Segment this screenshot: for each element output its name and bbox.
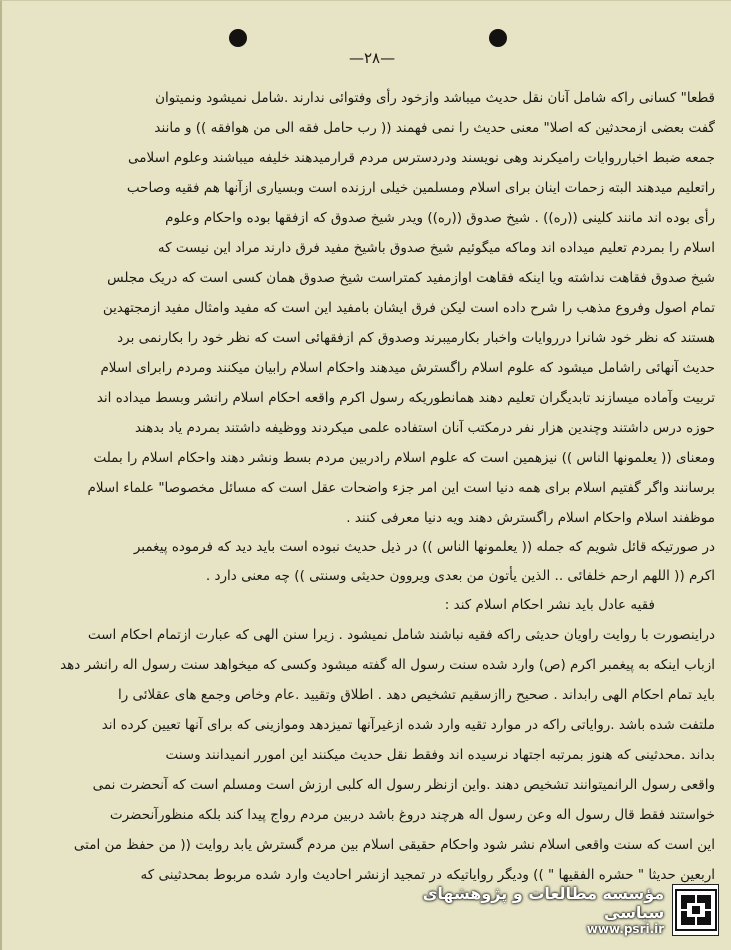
- institute-watermark: [389, 878, 719, 942]
- text-line: حوزه درس داشتند وچندین هزار نفر درمکتب آنان استفاده علمی میکردند ووظیفه داشتند بمردم یاد بدهند: [134, 420, 715, 436]
- institute-logo-icon: [672, 884, 719, 936]
- text-line: اکرم (( اللهم ارحم خلفائی .. الذین یأتون من بعدی ویروون حدیثی وسنتی )) چه معنی دارد .: [205, 568, 715, 584]
- paragraph-4: [40, 620, 715, 890]
- text-line: حدیث آنهائی راشامل میشود که علوم اسلام راگسترش میدهند واحکام اسلام رابیان میکنند ومردم رابرای اسلام: [100, 360, 715, 376]
- institute-name: مؤسسه مطالعات و پژوهشهای سیاسی: [422, 884, 665, 922]
- text-line: واقعی رسول الرانمیتوانند تشخیص دهند .واین ازنظر رسول اله کلبی ارزش است ومسلم است که آنحضرت نمی: [92, 777, 715, 793]
- text-line: این است که سنت واقعی اسلام نشر شود واحکام حقیقی اسلام بین مردم گسترش یابد روایت (( من حفظ من امتی: [73, 837, 715, 853]
- text-line: دراینصورت با روایت راویان حدیثی راکه فقیه نباشند شامل نمیشود . زیرا سنن الهی که عبارت ازتمام احکام است: [87, 627, 715, 643]
- paragraph-1: [40, 83, 715, 533]
- text-line: رأی بوده اند مانند کلینی ((ره)) . شیخ صدوق ((ره)) ویدر شیخ صدوق که ازفقها بوده واحکام وعلوم: [165, 210, 715, 226]
- watermark-text: [389, 884, 664, 936]
- binder-hole-right: [489, 29, 507, 47]
- body-text: [40, 83, 715, 890]
- text-line: هستند که نظر خود شانرا درروایات واخبار بکارمیبرند وصدوق کم ازفقهائی است که نظر خود را بکارنمی برد: [117, 330, 715, 346]
- text-line: تربیت وآماده میسازند تابدیگران تعلیم دهند همانطوریکه رسول اکرم واقعه احکام اسلام رانشر وبسط میداده اند: [96, 390, 715, 406]
- text-line: باید تمام احکام الهی رابداند . صحیح راازسقیم تشخیص دهد . اطلاق وتقیید .عام وخاص وجمع های عقلائی را: [117, 687, 715, 703]
- text-line: خواستند فقط قال رسول اله وعن رسول اله هرچند دروغ باشد دربین مردم رواج پیدا کند بلکه منظورآنحضرت: [109, 807, 715, 823]
- text-line: اربعین حدیثا " حشره الفقیها " )) ودیگر روایاتیکه در تمجید ازنشر احادیث وارد شده مربوط بمحدثینی که: [140, 867, 715, 883]
- section-heading: فقیه عادل باید نشر احکام اسلام کند :: [444, 597, 655, 613]
- text-line: ومعنای (( یعلمونها الناس )) نیزهمین است که علوم اسلام رادربین مردم بسط ونشر دهند واحکام اسلام را بملت: [93, 450, 715, 466]
- paragraph-2: [40, 533, 715, 591]
- page-number: —٢٨—: [348, 49, 396, 67]
- binder-hole-left: [229, 29, 247, 47]
- text-line: تمام اصول وفروع مذهب را شرح داده است لیکن فرق ایشان بامفید این است که مفید وامثال مفید ازمجتهدین: [102, 300, 715, 316]
- text-line: بداند .محدثینی که هنوز بمرتبه اجتهاد نرسیده اند وفقط نقل حدیث میکنند این امورر انمیدانند وسنت: [165, 747, 715, 763]
- text-line: ملتفت شده باشد .روایاتی راکه در موارد تقیه وارد شده ازغیرآنها تمیزدهد وموازینی که برای آنها تعیین کرده اند: [101, 717, 715, 733]
- text-line: جمعه ضبط اخبارروایات رامیکرند وهی نویسند ودردسترس مردم قرارمیدهند خلیفه میباشند وعلوم اسلامی: [128, 150, 715, 166]
- paragraph-heading: [40, 591, 715, 620]
- text-line: گفت بعضی ازمحدثین که اصلا" معنی حدیث را نمی فهمند (( رب حامل فقه الی من هوافقه )) و مانند: [154, 120, 715, 136]
- text-line: اسلام را بمردم تعلیم میداده اند وماکه میگوئیم شیخ صدوق باشیخ مفید فرق دارند مراد این نیست که: [157, 240, 715, 256]
- text-line: راتعلیم میدهند البته زحمات اینان برای اسلام ومسلمین خیلی ارزنده است وبسیاری ازآنها هم فقیه وصاحب: [126, 180, 715, 196]
- text-line: ازباب اینکه به پیغمبر اکرم (ص) وارد شده سنت رسول اله گفته میشود وکسی که میخواهد سنت رسول اله رانشر دهد: [60, 657, 715, 673]
- institute-url: www.psri.ir: [586, 922, 665, 936]
- text-line: برسانند واگر گفتیم اسلام برای همه دنیا است این امر جزء واضحات عقل است که مسائل مخصوصا" علماء اسلام: [87, 480, 715, 496]
- text-line: موظفند اسلام واحکام اسلام راگسترش دهند ویه دنیا معرفی کنند .: [346, 510, 715, 526]
- text-line: شیخ صدوق فقاهت نداشته ویا اینکه فقاهت اوازمفید کمتراست شیخ صدوق همان کسی است که دریک مجلس: [107, 270, 715, 286]
- text-line: در صورتیکه قائل شویم که جمله (( یعلمونها الناس )) در ذیل حدیث نبوده است باید دید که فرموده پیغمبر: [133, 539, 715, 555]
- text-line: قطعا" کسانی راکه شامل آنان نقل حدیث میباشد وازخود رأی وفتوائی ندارند .شامل نمیشود ونمیتوان: [155, 90, 715, 106]
